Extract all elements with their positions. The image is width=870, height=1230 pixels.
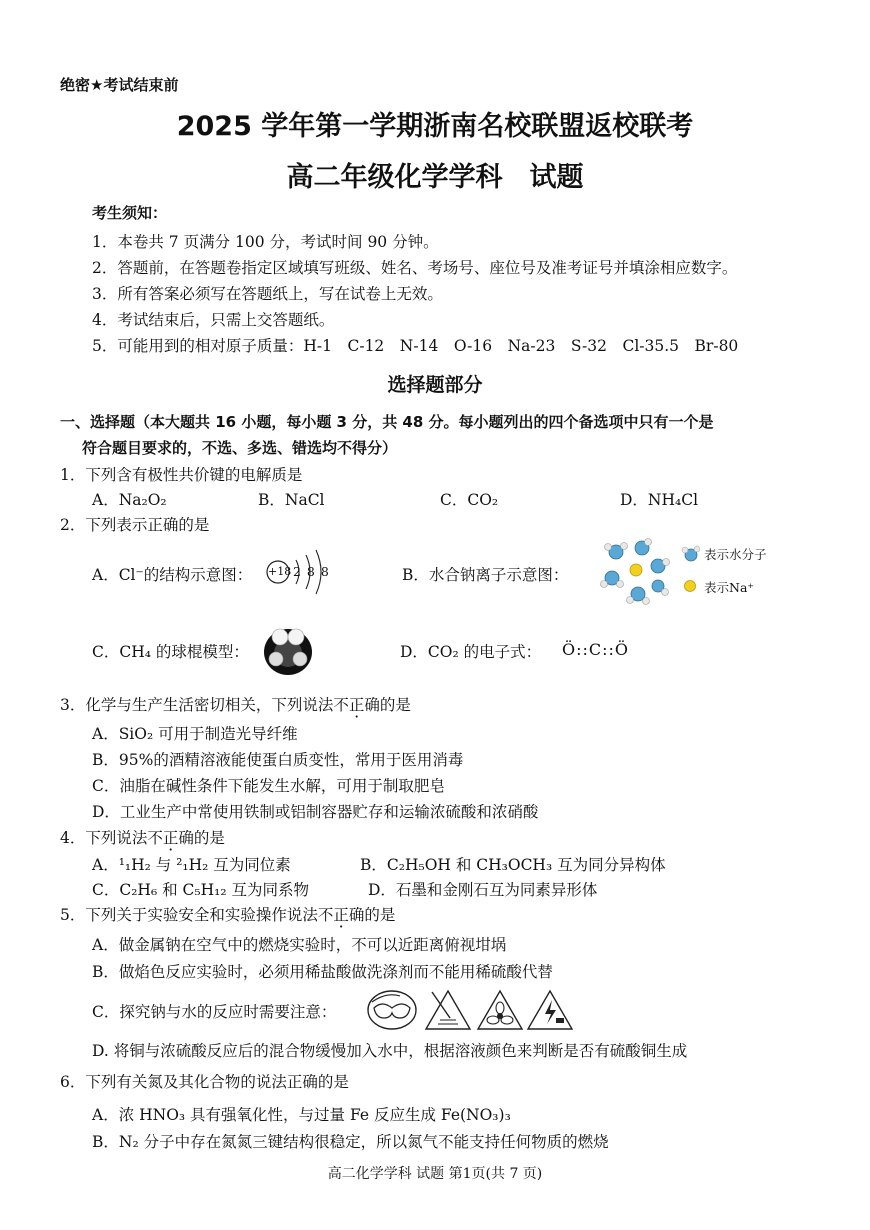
q4-option-c: C．C₂H₆ 和 C₅H₁₂ 互为同系物	[92, 881, 309, 899]
hydrated-sodium-diagram	[598, 538, 678, 608]
question-3-stem: 3．化学与生产生活密切相关，下列说法不正确的是	[60, 696, 411, 714]
q6-option-b: B．N₂ 分子中存在氮氮三键结构很稳定，所以氮气不能支持任何物质的燃烧	[92, 1133, 609, 1151]
electron-shells: 2 8 8	[293, 564, 330, 579]
q5-option-d: D. 将铜与浓硫酸反应后的混合物缓慢加入水中，根据溶液颜色来判断是否有硫酸铜生成	[92, 1042, 688, 1060]
water-molecule-legend-icon	[680, 544, 700, 564]
q4-option-d: D．石墨和金刚石互为同素异形体	[368, 881, 598, 899]
section-title: 选择题部分	[387, 374, 483, 396]
q2-option-b: B．水合钠离子示意图：	[402, 566, 569, 584]
q5-option-a: A．做金属钠在空气中的燃烧实验时，不可以近距离俯视坩埚	[92, 936, 507, 954]
question-2-stem: 2．下列表示正确的是	[60, 516, 210, 534]
q1-option-a: A．Na₂O₂	[92, 491, 167, 509]
question-6-stem: 6．下列有关氮及其化合物的说法正确的是	[60, 1073, 349, 1091]
co2-electron-formula: Ö::C::Ö	[562, 640, 630, 659]
section-instructions-cont: 符合题目要求的，不选、多选、错选均不得分）	[82, 439, 398, 457]
note-item: 3．所有答案必须写在答题纸上，写在试卷上无效。	[92, 285, 443, 303]
goggles-icon	[366, 988, 418, 1032]
q2-option-d: D．CO₂ 的电子式：	[400, 643, 542, 661]
note-item: 2．答题前，在答题卷指定区域填写班级、姓名、考场号、座位号及准考证号并填涂相应数字。	[92, 259, 738, 277]
question-5-stem: 5．下列关于实验安全和实验操作说法不正确的是	[60, 906, 396, 924]
electric-hazard-icon	[526, 988, 574, 1032]
q6-option-a: A．浓 HNO₃ 具有强氧化性，与过量 Fe 反应生成 Fe(NO₃)₃	[92, 1106, 511, 1124]
sodium-legend-label: 表示Na⁺	[704, 580, 754, 595]
q5-option-c: C．探究钠与水的反应时需要注意：	[92, 1003, 337, 1021]
exam-title: 2025 学年第一学期浙南名校联盟返校联考	[176, 111, 694, 142]
exam-subtitle: 高二年级化学学科 试题	[286, 162, 584, 193]
q1-option-b: B．NaCl	[258, 491, 325, 509]
q1-option-c: C．CO₂	[440, 491, 499, 509]
heating-hazard-icon	[424, 988, 472, 1032]
section-instructions: 一、选择题（本大题共 16 小题，每小题 3 分，共 48 分。每小题列出的四个备选项中只有一个是	[60, 413, 714, 431]
note-item: 4．考试结束后，只需上交答题纸。	[92, 311, 335, 329]
q2-option-c: C．CH₄ 的球棍模型：	[92, 643, 249, 661]
q2-option-a: A．Cl⁻的结构示意图：	[92, 566, 253, 584]
q4-option-a: A．¹₁H₂ 与 ²₁H₂ 互为同位素	[92, 856, 291, 874]
confidential-mark: 绝密★考试结束前	[60, 76, 179, 94]
q1-option-d: D．NH₄Cl	[620, 491, 699, 509]
q3-option-d: D．工业生产中常使用铁制或铝制容器贮存和运输浓硫酸和浓硝酸	[92, 803, 539, 821]
q3-option-b: B．95%的酒精溶液能使蛋白质变性，常用于医用消毒	[92, 751, 464, 769]
note-item: 5．可能用到的相对原子质量：H-1 C-12 N-14 O-16 Na-23 S-32 Cl-35.5 Br-80	[92, 337, 739, 355]
notes-heading: 考生须知：	[92, 204, 168, 222]
sodium-ion-legend-icon	[683, 578, 697, 592]
nucleus-charge: +18	[268, 565, 292, 578]
q3-option-c: C．油脂在碱性条件下能发生水解，可用于制取肥皂	[92, 777, 445, 795]
question-4-stem: 4．下列说法不正确的是	[60, 829, 225, 847]
ventilation-icon	[476, 988, 524, 1032]
water-legend-label: 表示水分子	[704, 547, 767, 562]
methane-ball-stick-model	[260, 622, 316, 678]
q5-option-b: B．做焰色反应实验时，必须用稀盐酸做洗涤剂而不能用稀硫酸代替	[92, 963, 553, 981]
question-1-stem: 1．下列含有极性共价键的电解质是	[60, 466, 303, 484]
page-footer: 高二化学学科 试题 第1页(共 7 页)	[327, 1166, 543, 1182]
note-item: 1．本卷共 7 页满分 100 分，考试时间 90 分钟。	[92, 233, 439, 251]
q4-option-b: B．C₂H₅OH 和 CH₃OCH₃ 互为同分异构体	[360, 856, 666, 874]
q3-option-a: A．SiO₂ 可用于制造光导纤维	[92, 725, 298, 743]
